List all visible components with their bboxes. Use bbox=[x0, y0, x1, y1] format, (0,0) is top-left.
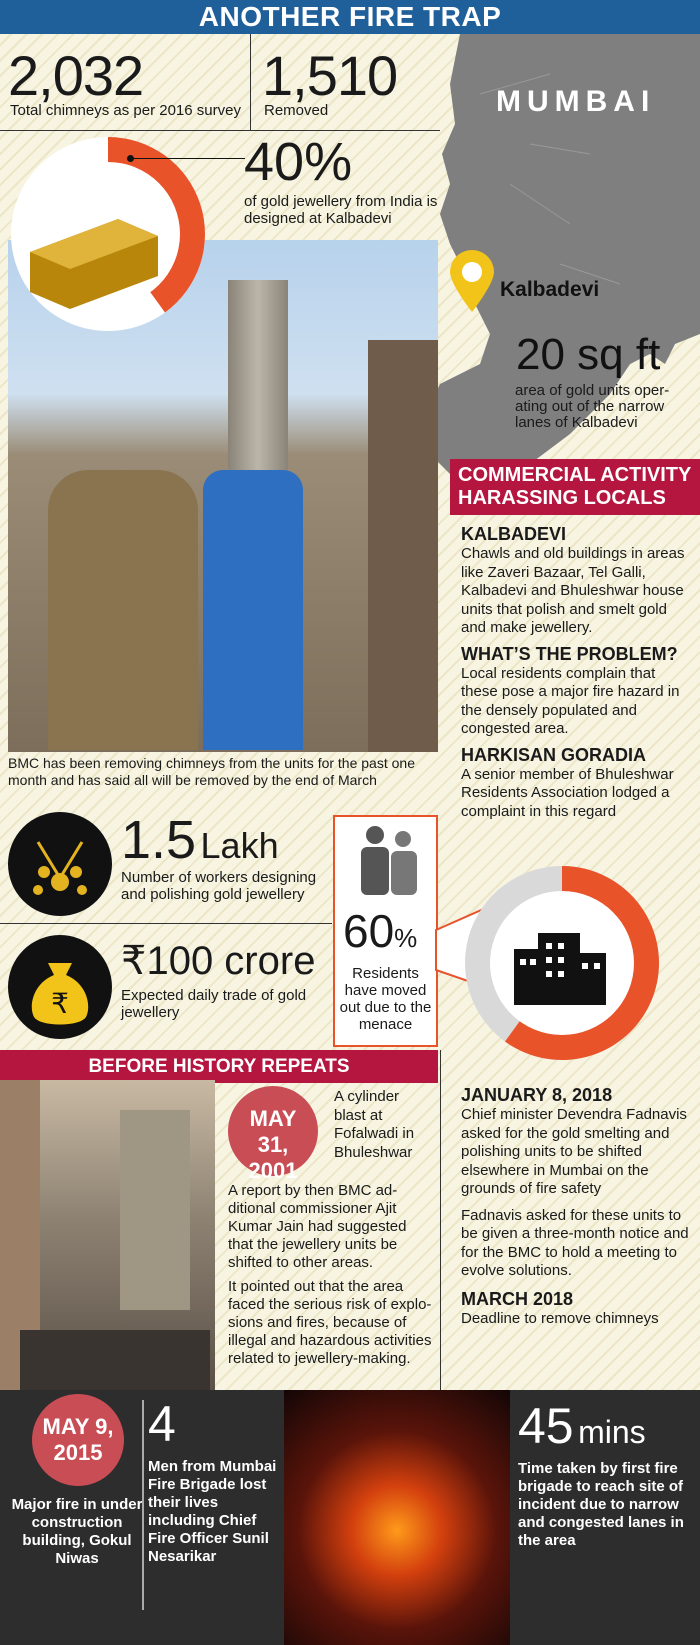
jewellery-icon bbox=[8, 812, 112, 916]
jan-para1: Chief minister Devendra Fadnavis asked for the gold smelting and polishing units to be shifted elsewhere in Mumbai on the grounds of fire safety bbox=[461, 1106, 687, 1197]
leader-dot bbox=[127, 155, 134, 162]
trade-caption: Expected daily trade of gold jewellery bbox=[121, 987, 307, 1021]
chimneys-total-caption: Total chimneys as per 2016 survey bbox=[10, 102, 241, 119]
residents-percent-sign: % bbox=[394, 923, 418, 953]
deaths-count: 4 bbox=[148, 1396, 176, 1452]
date-badge-2001: MAY 31, 2001 bbox=[228, 1086, 318, 1176]
history-heading: BEFORE HISTORY REPEATS bbox=[0, 1050, 438, 1083]
street-photo bbox=[0, 1080, 215, 1390]
gold-share-caption: of gold jewellery from India is designed at Kalbadevi bbox=[244, 193, 438, 227]
event-2001: A cylinder blast at Fofalwadi in Bhuleshwar bbox=[334, 1088, 415, 1161]
worker bbox=[48, 470, 198, 750]
residents-caption: Residents have moved out due to the menace bbox=[339, 965, 432, 1033]
date-badge-2015: MAY 9, 2015 bbox=[32, 1394, 124, 1486]
location-pin-icon bbox=[448, 250, 496, 314]
mar-title: MARCH 2018 bbox=[461, 1288, 574, 1309]
time-value: 45 bbox=[518, 1398, 574, 1454]
leader-line bbox=[130, 158, 245, 159]
history-para2: It pointed out that the area faced the serious risk of explo-sions and fires, because of illegal and hazardous activities related to jewellery-making. bbox=[228, 1278, 432, 1367]
workers-value: 1.5 bbox=[121, 810, 197, 870]
area-value: 20 sq ft bbox=[516, 330, 661, 379]
time-caption: Time taken by first fire brigade to reach site of incident due to narrow and congested lanes in the area bbox=[518, 1460, 684, 1549]
divider bbox=[0, 130, 440, 131]
building-right bbox=[120, 1110, 190, 1310]
problem-title: WHAT’S THE PROBLEM? bbox=[461, 643, 678, 664]
trade-value: ₹100 crore bbox=[121, 939, 316, 983]
chimneys-total: 2,032 bbox=[8, 44, 144, 107]
commercial-sections bbox=[461, 524, 691, 821]
gold-share-donut bbox=[8, 134, 208, 334]
building-wall bbox=[368, 340, 438, 752]
divider bbox=[440, 1050, 441, 1390]
fire-photo bbox=[284, 1390, 510, 1645]
residents-donut bbox=[462, 863, 662, 1063]
commercial-heading: COMMERCIAL ACTIVITY HARASSING LOCALS bbox=[450, 459, 700, 515]
area-caption: area of gold units oper-ating out of the narrow lanes of Kalbadevi bbox=[515, 382, 670, 431]
workers-figure bbox=[121, 812, 279, 868]
problem-text: Local residents complain that these pose a major fire hazard in the densely populated and congested area. bbox=[461, 664, 680, 737]
residents-box bbox=[333, 815, 438, 1047]
photo-caption: BMC has been removing chimneys from the units for the past one month and has said all will be removed by the end of March bbox=[8, 755, 415, 788]
crowd bbox=[20, 1330, 210, 1390]
history-para1: A report by then BMC ad-ditional commissioner Ajit Kumar Jain had suggested that the jewellery units be shifted to other areas. bbox=[228, 1182, 407, 1271]
time-unit: mins bbox=[578, 1414, 646, 1450]
page-title: ANOTHER FIRE TRAP bbox=[0, 0, 700, 34]
kalbadevi-title: KALBADEVI bbox=[461, 524, 567, 544]
deaths-caption: Men from Mumbai Fire Brigade lost their lives including Chief Fire Officer Sunil Nesarikar bbox=[148, 1458, 277, 1565]
kalbadevi-text: Chawls and old buildings in areas like Zaveri Bazaar, Tel Galli, Kalbadevi and Bhuleshwar house units that polish and smelt gold and make jewellery. bbox=[461, 545, 685, 636]
divider bbox=[0, 923, 332, 924]
people-icon bbox=[349, 823, 425, 905]
date-2015-caption: Major fire in under construction building, Gokul Niwas bbox=[11, 1496, 143, 1567]
map-city-label: MUMBAI bbox=[496, 85, 656, 118]
divider bbox=[250, 34, 251, 130]
residents-percent: 60 bbox=[343, 905, 395, 957]
response-time bbox=[518, 1400, 646, 1452]
svg-text:₹: ₹ bbox=[51, 987, 69, 1020]
timeline-2018 bbox=[461, 1085, 691, 1328]
mar-text: Deadline to remove chimneys bbox=[461, 1309, 659, 1327]
pin-label: Kalbadevi bbox=[500, 278, 600, 301]
gold-share-percent: 40% bbox=[244, 132, 353, 192]
goradia-text: A senior member of Bhuleshwar Residents Association lodged a complaint in this regard bbox=[461, 765, 674, 820]
workers-unit: Lakh bbox=[200, 825, 279, 866]
jan-para2: Fadnavis asked for these units to be given a three-month notice and for the BMC to hold a meeting to evolve solutions. bbox=[461, 1206, 689, 1279]
workers-caption: Number of workers designing and polishing gold jewellery bbox=[121, 869, 317, 903]
removed-caption: Removed bbox=[264, 102, 329, 119]
jan-title: JANUARY 8, 2018 bbox=[461, 1085, 613, 1105]
residents-figure bbox=[343, 907, 417, 955]
blue-tarp bbox=[203, 470, 303, 750]
divider bbox=[142, 1400, 144, 1610]
goradia-title: HARKISAN GORADIA bbox=[461, 744, 647, 765]
chimneys-removed: 1,510 bbox=[262, 44, 398, 107]
money-bag-icon bbox=[8, 935, 112, 1039]
